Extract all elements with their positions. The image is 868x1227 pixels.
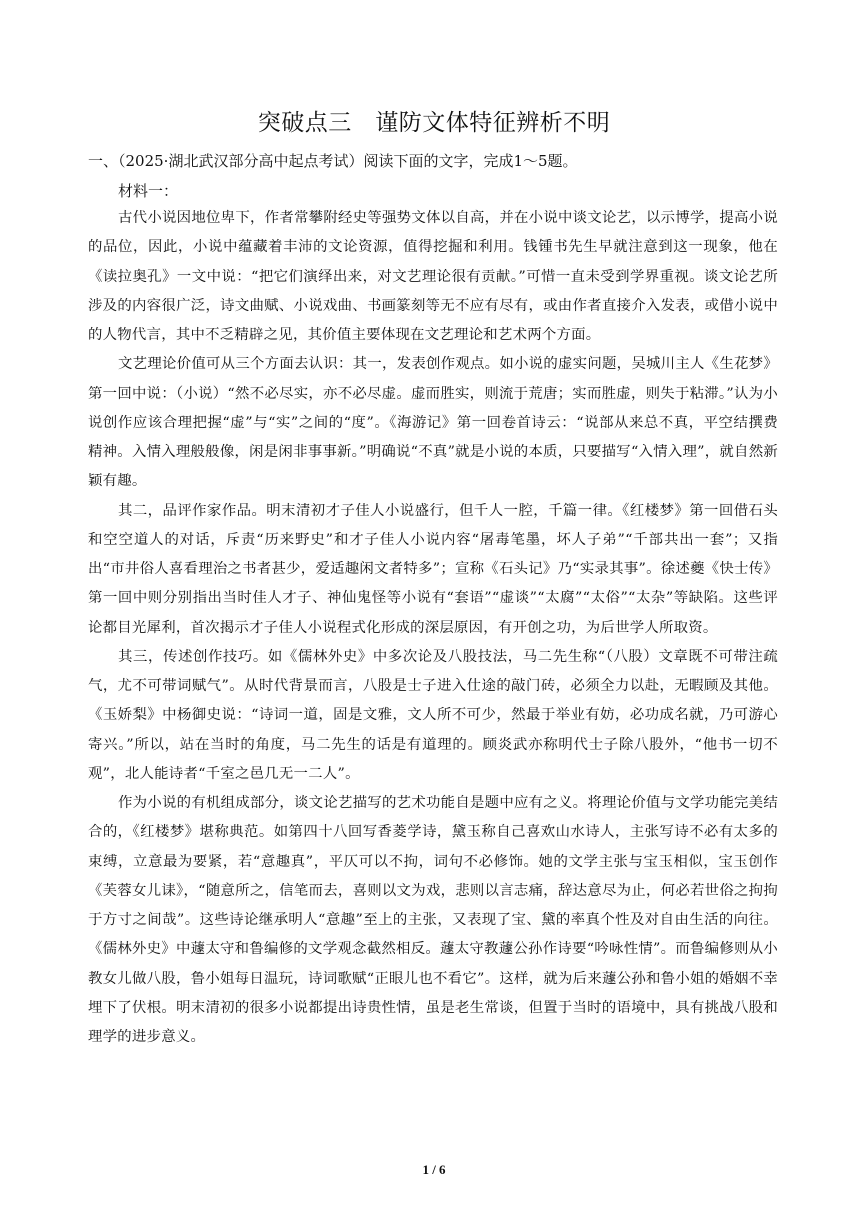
passage-body (88, 204, 778, 1052)
passage-paragraph-5: 作为小说的有机组成部分，谈文论艺描写的艺术功能自是题中应有之义。将理论价值与文学功能完美结合的，《红楼梦》堪称典范。如第四十八回写香菱学诗，黛玉称自己喜欢山水诗人，主张写诗不必有太多的束缚，立意最为要紧，若“意趣真”，平仄可以不拘，词句不必修饰。她的文学主张与宝玉相似，宝玉创作《芙蓉女儿诔》，“随意所之，信笔而去，喜则以文为戏，悲则以言志痛，辞达意尽为止，何必若世俗之拘拘于方寸之间哉”。这些诗论继承明人“意趣”至上的主张，又表现了宝、黛的率真个性及对自由生活的向往。《儒林外史》中蘧太守和鲁编修的文学观念截然相反。蘧太守教蘧公孙作诗要“吟咏性情”。而鲁编修则从小教女儿做八股，鲁小姐每日温玩，诗词歌赋“正眼儿也不看它”。这样，就为后来蘧公孙和鲁小姐的婚姻不幸埋下了伏根。明末清初的很多小说都提出诗贵性情，虽是老生常谈，但置于当时的语境中，具有挑战八股和理学的进步意义。 (88, 795, 778, 1045)
page-title: 突破点三 谨防文体特征辨析不明 (257, 110, 611, 136)
page-number: 1 / 6 (422, 1162, 446, 1177)
passage-paragraph-2: 文艺理论价值可从三个方面去认识：其一，发表创作观点。如小说的虚实问题，吴城川主人《生花梦》第一回中说：（小说）“然不必尽实，亦不必尽虚。虚而胜实，则流于荒唐；实而胜虚，则失于粘滞。”认为小说创作应该合理把握“虚”与“实”之间的“度”。《海游记》第一回卷首诗云：“说部从来总不真，平空结撰费精神。入情入理般般像，闲是闲非事事新。”明确说“不真”就是小说的本质，只要描写“入情入理”，就自然新颖有趣。 (88, 356, 778, 490)
material-label: 材料一： (118, 182, 179, 200)
passage-paragraph-1: 古代小说因地位卑下，作者常攀附经史等强势文体以自高，并在小说中谈文论艺，以示博学，提高小说的品位，因此，小说中蕴藏着丰沛的文论资源，值得挖掘和利用。钱锺书先生早就注意到这一现象，他在《读拉奥孔》一文中说：“把它们演绎出来，对文艺理论很有贡献。”可惜一直未受到学界重视。谈文论艺所涉及的内容很广泛，诗文曲赋、小说戏曲、书画篆刻等无不应有尽有，或由作者直接介入发表，或借小说中的人物代言，其中不乏精辟之见，其价值主要体现在文艺理论和艺术两个方面。 (88, 210, 778, 343)
question-intro: 一、（2025·湖北武汉部分高中起点考试）阅读下面的文字，完成1～5题。 (88, 152, 578, 170)
passage-paragraph-3: 其二，品评作家作品。明末清初才子佳人小说盛行，但千人一腔，千篇一律。《红楼梦》第一回借石头和空空道人的对话，斥责“历来野史”和才子佳人小说内容“屠毒笔墨，坏人子弟”“千部共出一套”；又指出“市井俗人喜看理治之书者甚少，爱适趣闲文者特多”；宣称《石头记》乃“实录其事”。徐述夔《快士传》第一回中则分别指出当时佳人才子、神仙鬼怪等小说有“套语”“虚谈”“太腐”“太俗”“太杂”等缺陷。这些评论都目光犀利，首次揭示才子佳人小说程式化形成的深层原因，有开创之功，为后世学人所取资。 (88, 502, 778, 636)
passage-paragraph-4: 其三，传述创作技巧。如《儒林外史》中多次论及八股技法，马二先生称“（八股）文章既不可带注疏气，尤不可带词赋气”。从时代背景而言，八股是士子进入仕途的敲门砖，必须全力以赴，无暇顾及其他。《玉娇梨》中杨御史说：“诗词一道，固是文雅，文人所不可少，然最于举业有妨，必功成名就，乃可游心寄兴。”所以，站在当时的角度，马二先生的话是有道理的。顾炎武亦称明代士子除八股外，“他书一切不观”，北人能诗者“千室之邑几无一二人”。 (88, 648, 778, 782)
